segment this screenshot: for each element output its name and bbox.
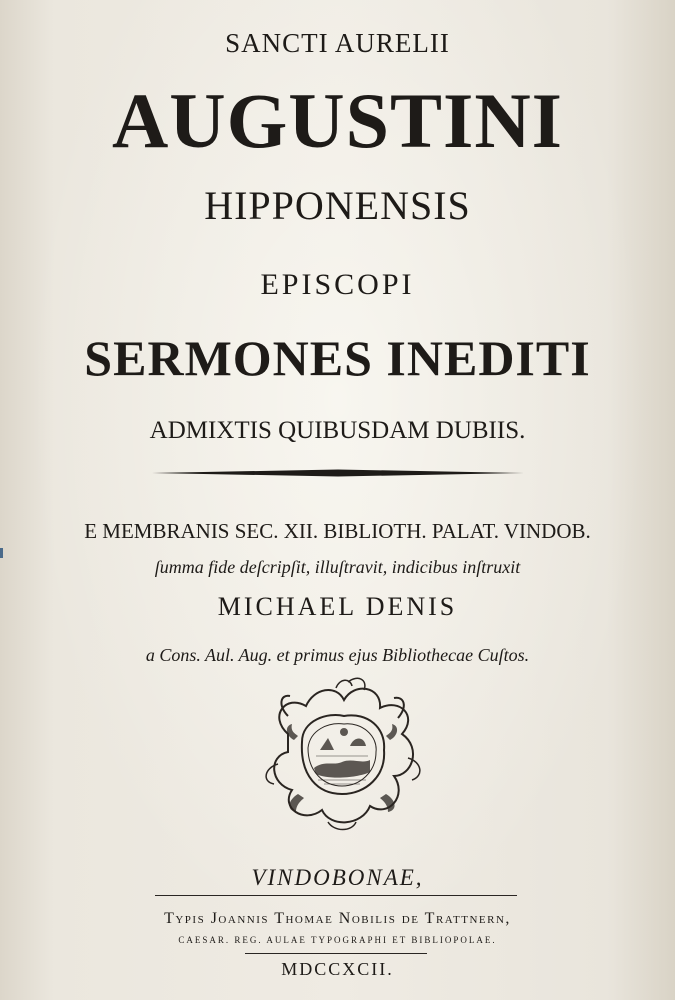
imprint-rule	[155, 895, 517, 896]
editor-name: MICHAEL DENIS	[217, 592, 458, 621]
imprint-printer-title: CAESAR. REG. AULAE TYPOGRAPHI ET BIBLIOPOLAE.	[178, 935, 497, 945]
imprint-rule-lower	[245, 953, 427, 954]
ornamental-rule	[152, 468, 524, 478]
heading-sancti-aurelii: SANCTI AURELII	[225, 28, 450, 58]
heading-hipponensis: HIPPONENSIS	[204, 183, 471, 228]
author-name: AUGUSTINI	[111, 77, 564, 164]
imprint-year: MDCCXCII.	[281, 959, 394, 979]
page-edge-mark	[0, 548, 3, 558]
imprint-printer: Typis Joannis Thomae Nobilis de Trattnern,	[164, 910, 511, 927]
editor-note: ſumma fide deſcripſit, illuſtravit, indicibus inſtruxit	[154, 557, 521, 577]
rococo-cartouche-vignette-icon	[258, 676, 426, 832]
imprint-place: VINDOBONAE,	[251, 865, 424, 890]
editor-title: a Cons. Aul. Aug. et primus ejus Bibliothecae Cuſtos.	[145, 645, 530, 665]
heading-episcopi: EPISCOPI	[260, 268, 415, 301]
manuscript-source: E MEMBRANIS SEC. XII. BIBLIOTH. PALAT. VINDOB.	[84, 519, 591, 543]
book-subtitle: ADMIXTIS QUIBUSDAM DUBIIS.	[149, 417, 526, 444]
book-title: SERMONES INEDITI	[84, 330, 591, 386]
